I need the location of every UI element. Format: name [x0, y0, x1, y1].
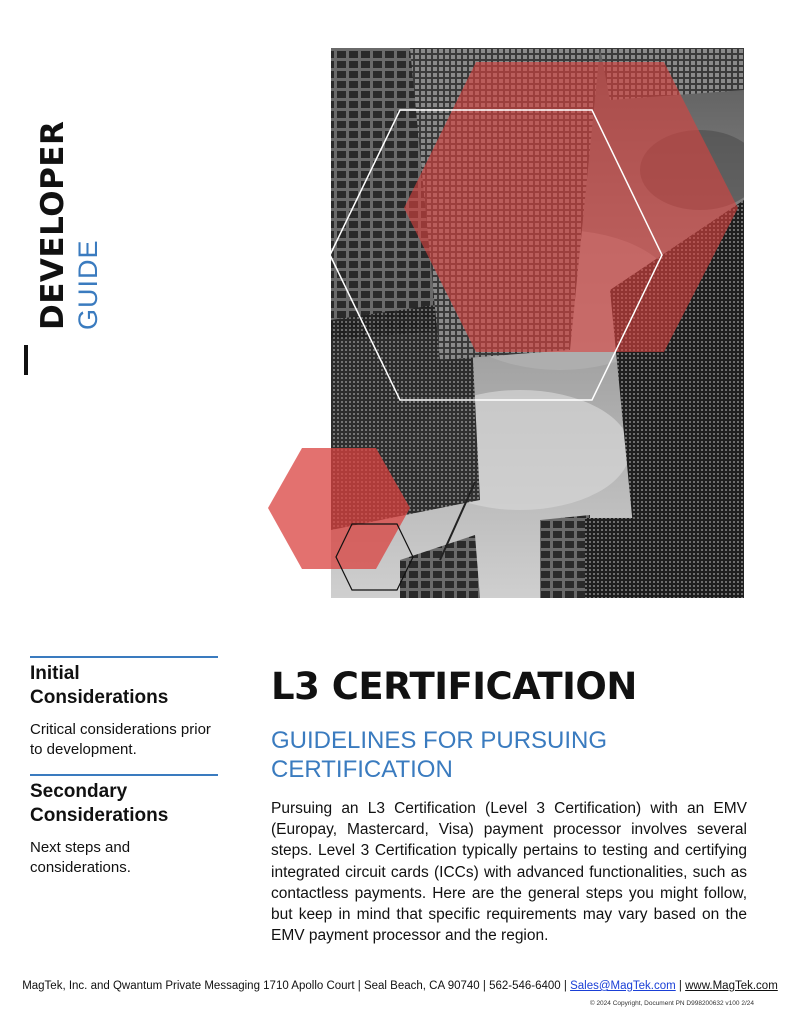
section-divider — [30, 774, 218, 776]
footer-address: MagTek, Inc. and Qwantum Private Messaging 1710 Apollo Court | Seal Beach, CA 90740 | 562-546-6400 | — [22, 980, 567, 992]
website-link[interactable]: www.MagTek.com — [685, 980, 778, 992]
footer-separator: | — [678, 980, 682, 992]
section-desc-initial: Critical considerations prior to development. — [30, 721, 211, 758]
section-divider — [30, 656, 218, 658]
page-title: L3 CERTIFICATION — [271, 665, 637, 708]
section-title-initial: Initial Considerations — [30, 663, 169, 708]
section-title-secondary: Secondary Considerations — [30, 781, 169, 826]
section-desc-secondary: Next steps and considerations. — [30, 839, 131, 876]
email-link[interactable]: Sales@MagTek.com — [570, 980, 676, 992]
guide-label: GUIDE — [73, 239, 103, 330]
page-subtitle: GUIDELINES FOR PURSUING CERTIFICATION — [271, 727, 608, 783]
developer-label: DEVELOPER — [35, 120, 71, 330]
body-paragraph: Pursuing an L3 Certification (Level 3 Certification) with an EMV (Europay, Mastercard, Visa) payment processor involves several steps. Level 3 Certification typically pertains to testing and certifying integrated circuit cards (ICCs) with advanced functionalities, such as contactless payments. Here are the general steps you might follow, but keep in mind that specific requirements may vary based on the EMV payment processor and the region. — [271, 800, 747, 945]
copyright-text: © 2024 Copyright, Document PN D998200632 v100 2/24 — [589, 1000, 754, 1007]
sidebar-sections — [30, 656, 220, 878]
footer — [0, 980, 800, 992]
main-content — [271, 660, 747, 946]
